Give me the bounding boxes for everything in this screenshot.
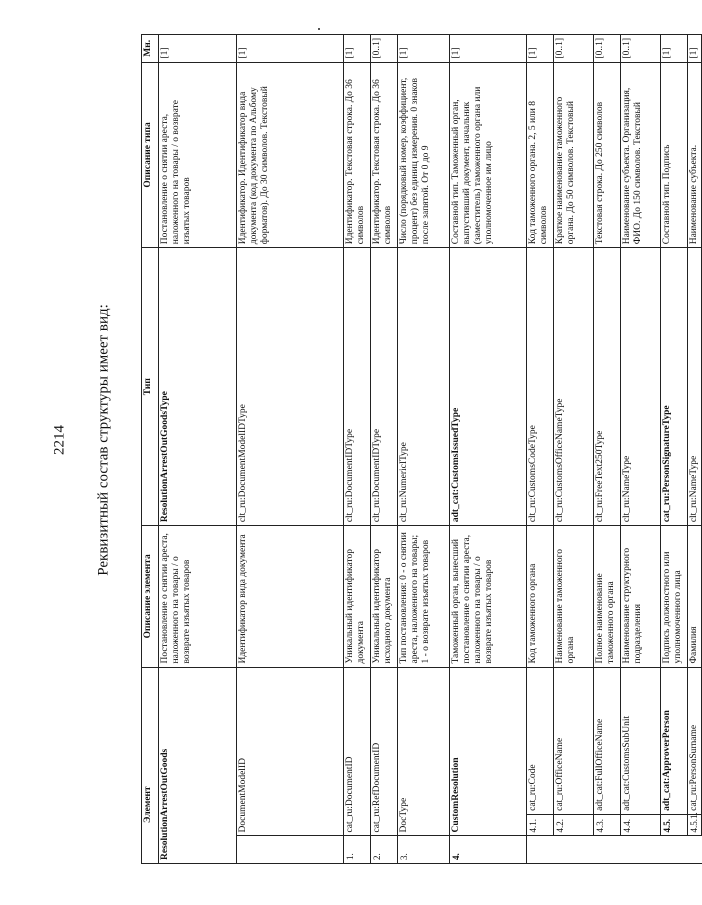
table-row [621, 35, 661, 864]
requisite-table [141, 34, 702, 864]
type-desc-cell: Код таможенного органа. 2, 5 или 8 символов [527, 62, 554, 248]
table-row [344, 35, 371, 864]
type-cell: cat_ru:PersonSignatureType [661, 248, 688, 526]
element-cell: cat_ru:Code [527, 667, 554, 814]
row-number: 4.1. [527, 814, 554, 836]
page-number: 2214 [51, 425, 68, 455]
row-number: 4.3. [594, 814, 621, 836]
type-desc-cell: Число (порядковый номер, коэффициент, процент) без единиц измерения. 0 знаков после запятой. От 0 до 9 [398, 62, 450, 248]
element-desc-cell: Тип постановления: 0 - о снятии ареста, наложенного на товары; 1 - о возврате изъятых товаров [398, 526, 450, 667]
element-desc-cell: Уникальный идентификатор документа [344, 526, 371, 667]
indent-cell [688, 836, 702, 864]
element-cell: adt_cat:FullOfficeName [594, 667, 621, 814]
indent-cell [661, 836, 688, 864]
type-desc-cell: Составной тип. Подпись [661, 62, 688, 248]
type-desc-cell: Текстовая строка. До 250 символов [594, 62, 621, 248]
element-cell: cat_ru:RefDocumentID [371, 667, 398, 836]
type-desc-cell: Идентификатор. Текстовая строка. До 36 символов [344, 62, 371, 248]
scan-speck [318, 28, 320, 30]
table-header-row [142, 35, 159, 864]
header-element: Элемент [142, 667, 159, 863]
element-cell: adt_cat:CustomsSubUnit [621, 667, 661, 814]
mult-cell: [0..1] [554, 35, 594, 63]
element-desc-cell: Фамилия [688, 526, 702, 667]
type-cell: clt_ru:NameType [621, 248, 661, 526]
table-caption: Реквизитный состав структуры имеет вид: [95, 304, 112, 576]
row-number: 2. [371, 836, 398, 864]
rotated-table-wrapper [141, 34, 699, 864]
type-cell: clt_ru:CustomsCodeType [527, 248, 554, 526]
indent-cell [594, 836, 621, 864]
mult-cell: [1] [159, 35, 237, 63]
type-cell: clt_ru:NameType [688, 248, 702, 526]
element-desc-cell: Наименование таможенного органа [554, 526, 594, 667]
element-cell: DocumentModelID [237, 667, 344, 836]
element-desc-cell: Таможенный орган, вынесший постановление о снятии ареста, наложенного на товары / о возврате изъятых товаров [450, 526, 527, 667]
element-desc-cell: Постановление о снятии ареста, наложенного на товары / о возврате изъятых товаров [159, 526, 237, 667]
element-cell: cat_ru:PersonSurname [688, 667, 702, 814]
header-element-desc: Описание элемента [142, 526, 159, 667]
element-cell: adt_cat:ApproverPerson [661, 667, 688, 814]
element-desc-cell: Подпись должностного или уполномоченного лица [661, 526, 688, 667]
element-cell: DocType [398, 667, 450, 836]
mult-cell: [0..1] [594, 35, 621, 63]
type-desc-cell: Постановление о снятии ареста, наложенного на товары / о возврате изъятых товаров [159, 62, 237, 248]
type-cell: ResolutionArrestOutGoodsType [159, 248, 237, 526]
table-row [159, 35, 237, 864]
table-row [371, 35, 398, 864]
mult-cell: [1] [661, 35, 688, 63]
mult-cell: [1] [450, 35, 527, 63]
mult-cell: [1] [688, 35, 702, 63]
element-cell: cat_ru:DocumentID [344, 667, 371, 836]
table-row [450, 35, 527, 864]
indent-cell [237, 836, 344, 864]
mult-cell: [0..1] [621, 35, 661, 63]
table-row [688, 35, 702, 864]
element-desc-cell: Идентификатор вида документа [237, 526, 344, 667]
type-cell: clt_ru:DocumentModelIDType [237, 248, 344, 526]
row-number: 4.5. [661, 814, 688, 836]
element-cell: CustomResolution [450, 667, 527, 836]
type-desc-cell: Наименование субъекта. [688, 62, 702, 248]
header-type: Тип [142, 248, 159, 526]
table-row [237, 35, 344, 864]
type-cell: clt_ru:DocumentIDType [344, 248, 371, 526]
type-cell: clt_ru:NumericIType [398, 248, 450, 526]
type-cell: clt_ru:CustomsOfficeNameType [554, 248, 594, 526]
type-desc-cell: Наименование субъекта. Организация, ФИО. До 150 символов. Текстовый [621, 62, 661, 248]
header-type-desc: Описание типа [142, 62, 159, 248]
row-number: 1. [344, 836, 371, 864]
element-desc-cell: Код таможенного органа [527, 526, 554, 667]
element-desc-cell: Уникальный идентификатор исходного документа [371, 526, 398, 667]
indent-cell [527, 836, 554, 864]
mult-cell: [1] [398, 35, 450, 63]
mult-cell: [1] [237, 35, 344, 63]
table-row [661, 35, 688, 864]
element-desc-cell: Полное наименование таможенного органа [594, 526, 621, 667]
element-desc-cell: Наименование структурного подразделения [621, 526, 661, 667]
row-number: 4.5.1. [688, 814, 702, 836]
table-row [527, 35, 554, 864]
table-row [398, 35, 450, 864]
type-desc-cell: Идентификатор. Идентификатор вида документа (код документа по Альбому форматов). До 30 символов. Текстовый [237, 62, 344, 248]
element-cell: ResolutionArrestOutGoods [159, 667, 237, 863]
type-cell: adt_cat:CustomsIssuedType [450, 248, 527, 526]
type-desc-cell: Составной тип. Таможенный орган, выпустивший документ, начальник (заместитель) таможенного органа или уполномоченное им лицо [450, 62, 527, 248]
row-number: 4.2. [554, 814, 594, 836]
row-number: 3. [398, 836, 450, 864]
type-desc-cell: Краткое наименование таможенного органа. До 50 символов. Текстовый [554, 62, 594, 248]
table-row [554, 35, 594, 864]
mult-cell: [1] [344, 35, 371, 63]
row-number: 4.4. [621, 814, 661, 836]
element-cell: cat_ru:OfficeName [554, 667, 594, 814]
header-mult: Мн. [142, 35, 159, 63]
row-number: 4. [450, 836, 527, 864]
table-row [594, 35, 621, 864]
type-desc-cell: Идентификатор. Текстовая строка. До 36 символов [371, 62, 398, 248]
indent-cell [621, 836, 661, 864]
indent-cell [554, 836, 594, 864]
mult-cell: [1] [527, 35, 554, 63]
mult-cell: [0..1] [371, 35, 398, 63]
type-cell: clt_ru:FreeText250Type [594, 248, 621, 526]
type-cell: clt_ru:DocumentIDType [371, 248, 398, 526]
